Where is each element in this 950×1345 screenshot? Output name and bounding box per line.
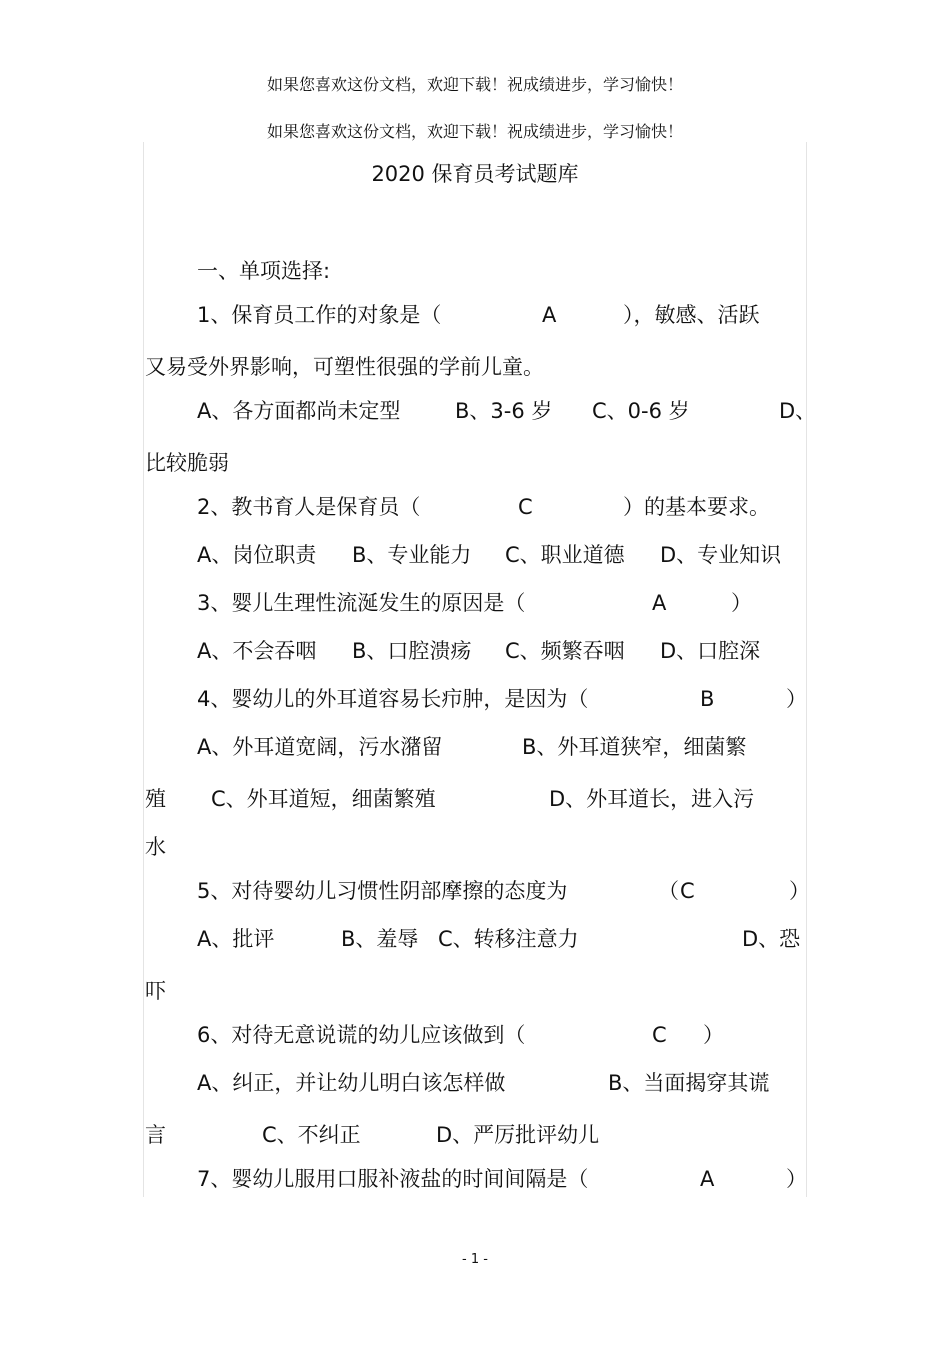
- question-stem: 6、对待无意说谎的幼儿应该做到（: [197, 1023, 526, 1047]
- option-d-continued: 吓: [145, 979, 166, 1003]
- question-stem-close: ）: [786, 687, 807, 711]
- question-stem-close: ）: [789, 879, 810, 903]
- option-d: D、: [779, 399, 817, 423]
- question-stem: 5、对待婴幼儿习惯性阴部摩擦的态度为: [197, 879, 568, 903]
- question-answer: C: [652, 1023, 667, 1047]
- option-c: C、频繁吞咽: [505, 639, 625, 663]
- question-stem: 3、婴儿生理性流涎发生的原因是（: [197, 591, 526, 615]
- question-answer: B: [700, 687, 715, 711]
- question-stem: 4、婴幼儿的外耳道容易长疖肿，是因为（: [197, 687, 589, 711]
- option-c: C、不纠正: [262, 1123, 361, 1147]
- option-b: B、外耳道狭窄，细菌繁: [522, 735, 747, 759]
- question-answer: A: [652, 591, 667, 615]
- option-b: B、专业能力: [352, 543, 472, 567]
- option-d: D、恐: [742, 927, 801, 951]
- option-b-continued: 言: [145, 1123, 166, 1147]
- option-d: D、口腔深: [660, 639, 761, 663]
- option-b: B、3-6 岁: [455, 399, 553, 423]
- question-stem-close: ），敏感、活跃: [623, 303, 760, 327]
- option-a: A、外耳道宽阔，污水潴留: [197, 735, 443, 759]
- page-number: - 1 -: [462, 1252, 488, 1267]
- question-stem: 2、教书育人是保育员（: [197, 495, 421, 519]
- option-d: D、专业知识: [660, 543, 782, 567]
- question-stem-close: ）: [731, 591, 752, 615]
- option-d-continued: 比较脆弱: [145, 451, 229, 475]
- question-stem-close: ）: [786, 1167, 807, 1191]
- option-b: B、羞辱: [341, 927, 419, 951]
- option-d: D、外耳道长，进入污: [549, 787, 755, 811]
- option-c: C、0-6 岁: [592, 399, 690, 423]
- option-c: C、职业道德: [505, 543, 625, 567]
- option-b: B、口腔溃疡: [352, 639, 472, 663]
- download-banner: 如果您喜欢这份文档，欢迎下载！祝成绩进步，学习愉快！: [266, 75, 683, 94]
- question-answer: A: [542, 303, 557, 327]
- question-answer-open: （: [658, 879, 679, 903]
- question-stem: 7、婴幼儿服用口服补液盐的时间间隔是（: [197, 1167, 589, 1191]
- option-a: A、批评: [197, 927, 275, 951]
- document-title: 2020 保育员考试题库: [371, 162, 579, 186]
- option-a: A、岗位职责: [197, 543, 317, 567]
- option-d: D、严厉批评幼儿: [436, 1123, 600, 1147]
- option-a: A、各方面都尚未定型: [197, 399, 401, 423]
- question-answer: A: [700, 1167, 715, 1191]
- question-answer: C: [518, 495, 533, 519]
- question-stem-close: ）的基本要求。: [623, 495, 770, 519]
- option-c: C、转移注意力: [438, 927, 579, 951]
- question-stem-continued: 又易受外界影响，可塑性很强的学前儿童。: [145, 355, 544, 379]
- option-c: C、外耳道短，细菌繁殖: [211, 787, 436, 811]
- question-answer: C: [680, 879, 695, 903]
- option-d-continued: 水: [145, 835, 166, 859]
- option-b: B、当面揭穿其谎: [608, 1071, 770, 1095]
- option-a: A、纠正，并让幼儿明白该怎样做: [197, 1071, 506, 1095]
- option-b-continued: 殖: [145, 787, 166, 811]
- question-stem: 1、保育员工作的对象是（: [197, 303, 442, 327]
- option-a: A、不会吞咽: [197, 639, 317, 663]
- section-heading: 一、单项选择:: [197, 259, 331, 283]
- question-stem-close: ）: [703, 1023, 724, 1047]
- download-banner: 如果您喜欢这份文档，欢迎下载！祝成绩进步，学习愉快！: [266, 122, 683, 141]
